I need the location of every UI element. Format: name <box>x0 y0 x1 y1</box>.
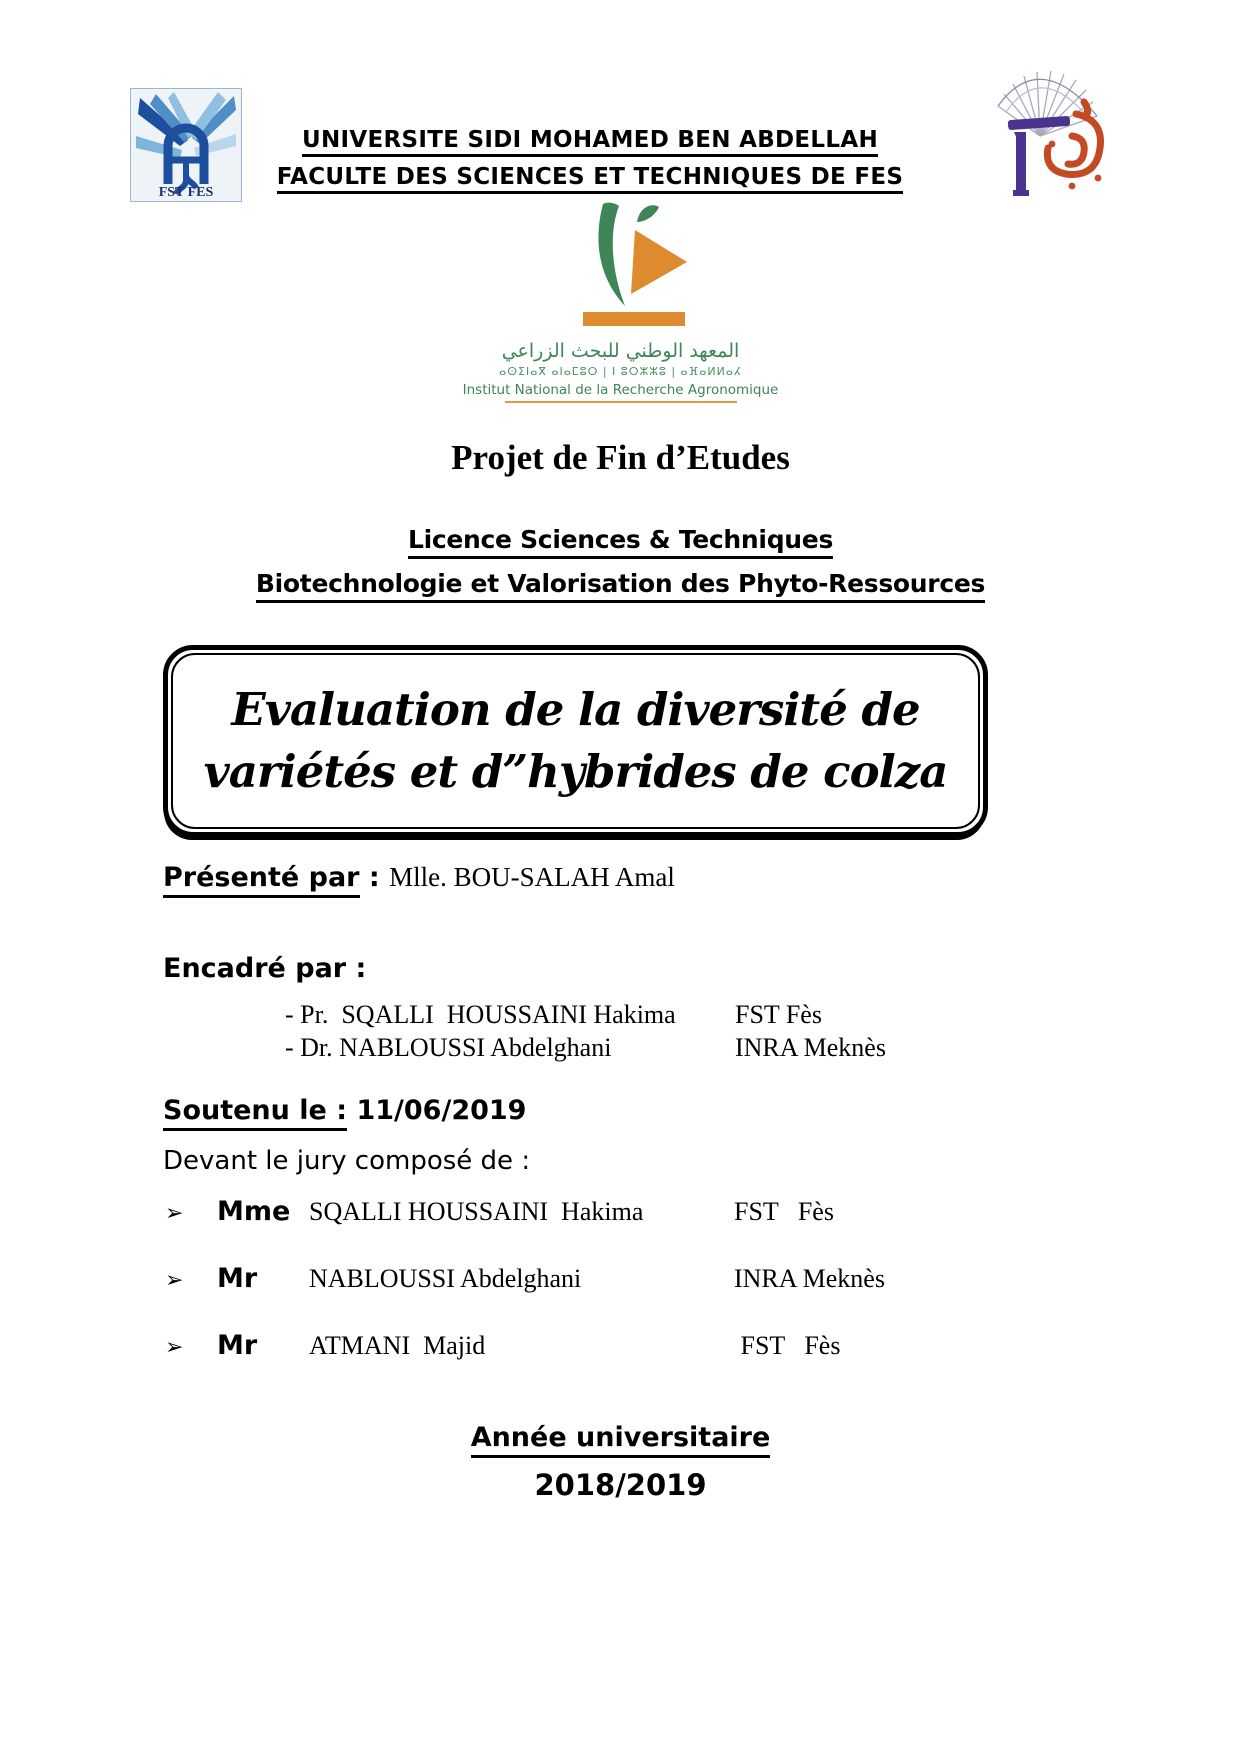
supervisors-list <box>285 998 886 1064</box>
supervisor-name: - Dr. NABLOUSSI Abdelghani <box>285 1033 612 1062</box>
jury-member-name: ATMANI Majid <box>309 1331 486 1360</box>
inra-arabic-name: المعهد الوطني للبحث الزراعي <box>501 340 740 362</box>
header-title-block <box>240 122 940 196</box>
inra-french-name: Institut National de la Recherche Agronomique <box>462 382 779 398</box>
arrow-bullet-icon: ➢ <box>165 1268 184 1293</box>
defense-date-label: Soutenu le : <box>163 1095 347 1131</box>
jury-member-title: Mr <box>217 1263 258 1294</box>
jury-member-affiliation: FST Fès <box>734 1331 841 1360</box>
arrow-bullet-icon: ➢ <box>165 1201 184 1226</box>
presented-by-value: Mlle. BOU-SALAH Amal <box>389 862 675 892</box>
academic-year-label-row <box>0 1422 1241 1453</box>
jury-row <box>165 1196 1085 1244</box>
project-type-title: Projet de Fin d’Etudes <box>451 438 790 477</box>
faculty-name: FACULTE DES SCIENCES ET TECHNIQUES DE FES <box>277 164 904 194</box>
thesis-title-frame <box>163 645 988 837</box>
usmba-logo-graphic <box>980 66 1120 206</box>
university-name: UNIVERSITE SIDI MOHAMED BEN ABDELLAH <box>302 127 878 157</box>
fst-fes-logo-caption: FST FES <box>158 185 214 200</box>
inra-tifinagh-name: ⴰⵙⵉⵏⴰⴳ ⴰⵏⴰⵎⵓⵔ | ⵏ ⵓⵔⵣⵣⵓ | ⴰⴼⴰⵍⵍⴰⵃ <box>499 365 742 378</box>
presented-by-separator: : <box>359 862 390 893</box>
jury-row <box>165 1263 1085 1311</box>
supervisor-name: - Pr. SQALLI HOUSSAINI Hakima <box>285 1000 676 1029</box>
jury-intro: Devant le jury composé de : <box>163 1146 531 1176</box>
inra-logo <box>0 200 1241 403</box>
jury-member-affiliation: FST Fès <box>734 1197 834 1226</box>
fst-fes-logo-graphic <box>130 88 242 202</box>
jury-list <box>165 1196 1085 1397</box>
supervisor-row <box>285 998 886 1031</box>
jury-member-name: NABLOUSSI Abdelghani <box>309 1264 582 1293</box>
jury-member-title: Mr <box>217 1330 258 1361</box>
degree-line-1: Licence Sciences & Techniques <box>0 525 1241 554</box>
defense-date-row <box>163 1095 526 1126</box>
arrow-bullet-icon: ➢ <box>165 1335 184 1360</box>
supervisor-affiliation: FST Fès <box>735 1000 822 1029</box>
fst-fes-logo <box>130 88 242 202</box>
thesis-title-line-2: variétés et d”hybrides de colza <box>203 745 948 798</box>
academic-year-value: 2018/2019 <box>534 1468 707 1502</box>
degree-line-2: Biotechnologie et Valorisation des Phyto-Ressources <box>0 569 1241 598</box>
defense-date-value: 11/06/2019 <box>347 1095 527 1126</box>
academic-year-label: Année universitaire <box>471 1422 771 1458</box>
jury-member-title: Mme <box>217 1196 291 1227</box>
presented-by-label: Présenté par <box>163 862 360 898</box>
presented-by-row <box>163 862 675 893</box>
usmba-logo <box>980 66 1120 206</box>
supervisor-affiliation: INRA Meknès <box>735 1033 886 1062</box>
inra-logo-graphic <box>531 200 711 338</box>
supervisor-row <box>285 1031 886 1064</box>
jury-member-name: SQALLI HOUSSAINI Hakima <box>309 1197 644 1226</box>
inra-orange-rule <box>505 401 737 403</box>
jury-row <box>165 1330 1085 1378</box>
jury-member-affiliation: INRA Meknès <box>734 1264 885 1293</box>
thesis-title-line-1: Evaluation de la diversité de <box>231 683 920 736</box>
thesis-title-frame-inner <box>171 653 980 829</box>
supervised-by-label: Encadré par : <box>163 953 367 984</box>
